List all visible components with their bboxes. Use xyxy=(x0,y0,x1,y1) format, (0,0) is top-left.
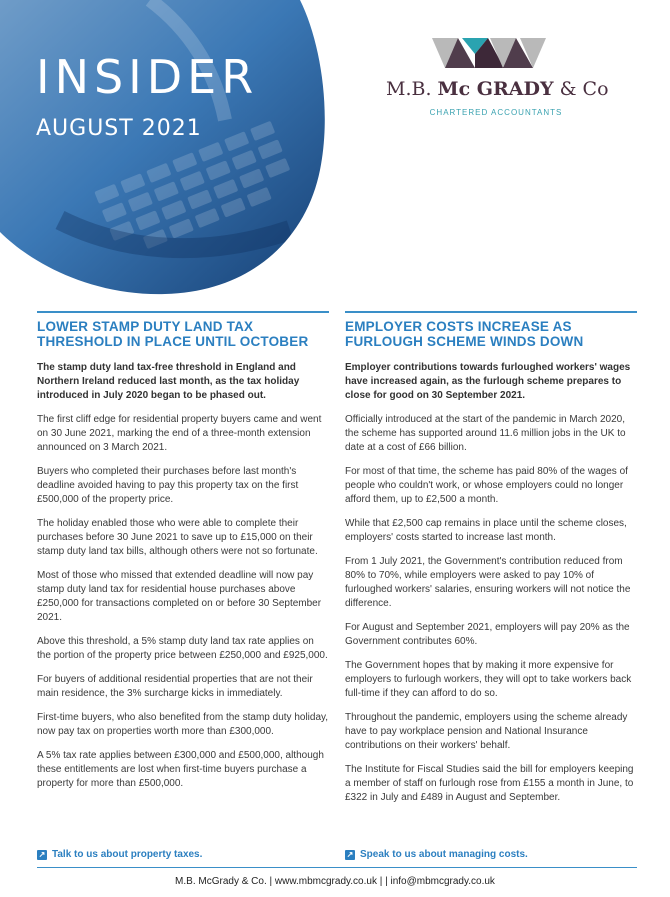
article-paragraph: Officially introduced at the start of the pandemic in March 2020, the scheme has supported around 11.6 million jobs in the UK to date at a cost of £66 billion. xyxy=(345,414,626,453)
article-paragraph: While that £2,500 cap remains in place until the scheme closes, employers' costs started to increase last month. xyxy=(345,518,627,543)
newsletter-title: INSIDER xyxy=(36,50,259,104)
article-paragraph: The first cliff edge for residential property buyers came and went on 30 June 2021, marking the end of a three-month extension announced on 3 March 2021. xyxy=(37,414,322,453)
article-paragraph: For most of that time, the scheme has paid 80% of the wages of people who couldn't work, or whose employers could no longer afford them, up to £2,500 a month. xyxy=(345,466,628,505)
footer-contact: M.B. McGrady & Co. | www.mbmcgrady.co.uk | | info@mbmcgrady.co.uk xyxy=(175,876,495,887)
article-lead: Employer contributions towards furloughed workers' wages have increased again, as the furlough scheme prepares to close for good on 30 September 2021. xyxy=(345,362,631,401)
article-paragraph: For August and September 2021, employers will pay 20% as the Government contributes 60%. xyxy=(345,622,630,647)
article-paragraph: Above this threshold, a 5% stamp duty land tax rate applies on the portion of the property price between £250,000 and £925,000. xyxy=(37,636,328,661)
hero-banner xyxy=(0,0,330,300)
logo-mark-icon xyxy=(432,38,547,70)
cta-label: Talk to us about property taxes. xyxy=(52,849,203,860)
newsletter-date: AUGUST 2021 xyxy=(36,116,202,141)
company-tagline: CHARTERED ACCOUNTANTS xyxy=(429,108,563,117)
column-divider xyxy=(345,311,637,313)
hero-image xyxy=(0,0,330,300)
article-paragraph: Most of those who missed that extended deadline will now pay stamp duty land tax for residential house purchases above £250,000 for transactions completed on or before 30 September 2021. xyxy=(37,570,322,623)
article-paragraph: The Government hopes that by making it more expensive for employers to furlough workers, they will opt to take workers back full-time if they can afford to do so. xyxy=(345,660,632,699)
article-lead: The stamp duty land tax-free threshold in England and Northern Ireland reduced last month, as the tax holiday introduced in July 2020 began to be phased out. xyxy=(37,362,300,401)
article-paragraph: A 5% tax rate applies between £300,000 and £500,000, although these entitlements are lost when first-time buyers purchase a property for more than £500,000. xyxy=(37,750,324,789)
column-divider xyxy=(37,311,329,313)
property-taxes-link[interactable] xyxy=(37,849,202,860)
footer-divider xyxy=(37,867,637,868)
arrow-icon: ↗ xyxy=(38,849,46,859)
article-paragraph: Buyers who completed their purchases before last month's deadline avoided having to pay this property tax on the first £500,000 of the property price. xyxy=(37,466,299,505)
article-heading: LOWER STAMP DUTY LAND TAX THRESHOLD IN PLACE UNTIL OCTOBER xyxy=(37,319,309,349)
article-paragraph: For buyers of additional residential properties that are not their main residence, the 3% surcharge kicks in immediately. xyxy=(37,674,313,699)
company-name: M.B. Mc GRADY & Co xyxy=(386,78,609,100)
article-paragraph: The holiday enabled those who were able to complete their purchases before 30 June 2021 to save up to £15,000 on their stamp duty land tax bills, although others were not so fortunate. xyxy=(37,518,318,557)
article-paragraph: The Institute for Fiscal Studies said the bill for employers keeping a member of staff on furlough rose from £155 a month in June, to £322 in July and £489 in August and September. xyxy=(345,764,634,803)
managing-costs-link[interactable] xyxy=(345,849,528,860)
article-paragraph: First-time buyers, who also benefited from the stamp duty holiday, now pay tax on properties worth more than £300,000. xyxy=(37,712,329,737)
article-paragraph: Throughout the pandemic, employers using the scheme already have to pay workplace pension and National Insurance contributions on their workers' behalf. xyxy=(345,712,628,751)
company-logo xyxy=(386,38,609,128)
arrow-icon: ↗ xyxy=(346,849,354,859)
cta-label: Speak to us about managing costs. xyxy=(360,849,528,860)
article-furlough xyxy=(345,311,637,815)
article-stamp-duty xyxy=(37,311,329,801)
article-heading: EMPLOYER COSTS INCREASE AS FURLOUGH SCHEME WINDS DOWN xyxy=(345,319,584,349)
article-paragraph: From 1 July 2021, the Government's contribution reduced from 80% to 70%, while employers were asked to pay 10% of furloughed workers' salaries, ensuring workers will not notice the difference. xyxy=(345,556,631,609)
